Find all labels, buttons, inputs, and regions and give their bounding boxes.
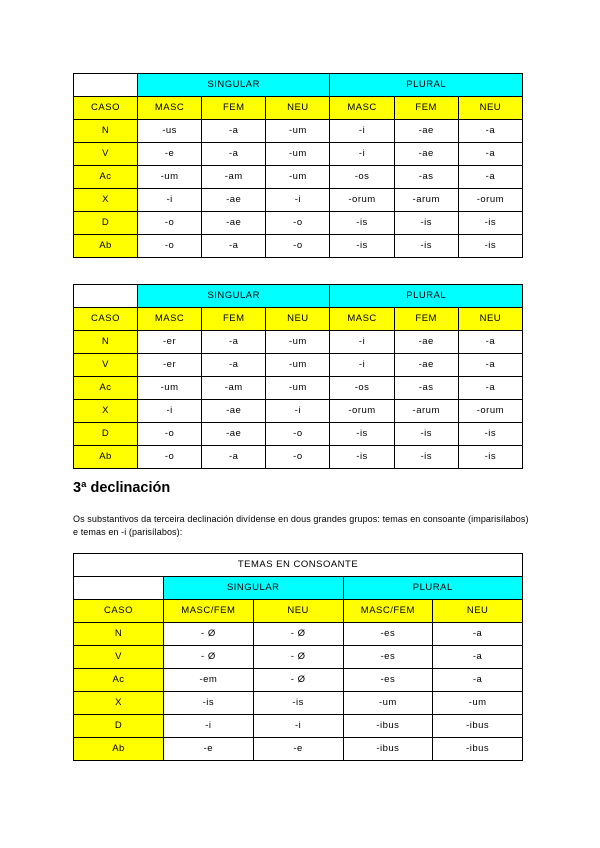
- blank-corner: [74, 577, 164, 600]
- ending-cell: -um: [266, 120, 330, 143]
- ending-cell: -is: [458, 212, 522, 235]
- table-row: [74, 715, 523, 738]
- ending-cell: -um: [266, 166, 330, 189]
- ending-cell: -ibus: [433, 715, 523, 738]
- ending-cell: -a: [433, 623, 523, 646]
- ending-cell: -am: [202, 166, 266, 189]
- table-row: [74, 120, 523, 143]
- ending-cell: -a: [202, 446, 266, 469]
- group-plural: PLURAL: [330, 285, 523, 308]
- case-label: X: [74, 400, 138, 423]
- ending-cell: -a: [458, 143, 522, 166]
- ending-cell: -um: [138, 166, 202, 189]
- column-header: NEU: [266, 97, 330, 120]
- column-header: NEU: [458, 97, 522, 120]
- ending-cell: -is: [394, 446, 458, 469]
- case-label: Ac: [74, 669, 164, 692]
- ending-cell: -os: [330, 166, 394, 189]
- ending-cell: -i: [164, 715, 254, 738]
- ending-cell: -um: [343, 692, 433, 715]
- ending-cell: -a: [458, 354, 522, 377]
- table-row: [74, 166, 523, 189]
- ending-cell: -o: [266, 423, 330, 446]
- ending-cell: -a: [458, 120, 522, 143]
- ending-cell: -a: [458, 377, 522, 400]
- column-header: MASC: [138, 308, 202, 331]
- case-label: Ab: [74, 738, 164, 761]
- ending-cell: -orum: [330, 189, 394, 212]
- ending-cell: -um: [433, 692, 523, 715]
- ending-cell: -is: [330, 212, 394, 235]
- ending-cell: -er: [138, 354, 202, 377]
- ending-cell: -o: [138, 235, 202, 258]
- ending-cell: -o: [138, 446, 202, 469]
- ending-cell: -um: [138, 377, 202, 400]
- case-label: N: [74, 623, 164, 646]
- column-header: FEM: [202, 97, 266, 120]
- ending-cell: -ibus: [433, 738, 523, 761]
- case-label: D: [74, 715, 164, 738]
- ending-cell: -os: [330, 377, 394, 400]
- consonant-stem-table: [73, 553, 523, 761]
- group-singular: SINGULAR: [138, 74, 330, 97]
- ending-cell: -a: [458, 331, 522, 354]
- ending-cell: -is: [253, 692, 343, 715]
- table-title: TEMAS EN CONSOANTE: [74, 554, 523, 577]
- case-label: D: [74, 423, 138, 446]
- table-row: [74, 669, 523, 692]
- ending-cell: -is: [330, 446, 394, 469]
- column-header: FEM: [394, 308, 458, 331]
- case-label: Ab: [74, 446, 138, 469]
- ending-cell: -o: [266, 212, 330, 235]
- ending-cell: -i: [330, 143, 394, 166]
- blank-corner: [74, 74, 138, 97]
- ending-cell: -es: [343, 669, 433, 692]
- ending-cell: - Ø: [253, 669, 343, 692]
- table-row: [74, 692, 523, 715]
- table-row: [74, 446, 523, 469]
- table-row: [74, 377, 523, 400]
- ending-cell: -um: [266, 143, 330, 166]
- ending-cell: -is: [394, 235, 458, 258]
- case-label: X: [74, 692, 164, 715]
- group-plural: PLURAL: [343, 577, 523, 600]
- ending-cell: -is: [164, 692, 254, 715]
- ending-cell: -ibus: [343, 738, 433, 761]
- ending-cell: -ae: [394, 354, 458, 377]
- column-header: MASC: [330, 308, 394, 331]
- ending-cell: -um: [266, 377, 330, 400]
- table-row: [74, 646, 523, 669]
- ending-cell: - Ø: [164, 646, 254, 669]
- ending-cell: -i: [138, 400, 202, 423]
- table-row: [74, 423, 523, 446]
- case-label: X: [74, 189, 138, 212]
- ending-cell: -i: [266, 400, 330, 423]
- column-header: NEU: [253, 600, 343, 623]
- ending-cell: -um: [266, 331, 330, 354]
- group-plural: PLURAL: [330, 74, 523, 97]
- ending-cell: -as: [394, 377, 458, 400]
- ending-cell: -as: [394, 166, 458, 189]
- ending-cell: -ae: [394, 120, 458, 143]
- ending-cell: -a: [433, 646, 523, 669]
- ending-cell: -is: [394, 212, 458, 235]
- ending-cell: -e: [164, 738, 254, 761]
- ending-cell: -es: [343, 623, 433, 646]
- table-row: [74, 738, 523, 761]
- ending-cell: -ae: [394, 331, 458, 354]
- section-heading: 3ª declinación: [73, 480, 171, 496]
- table-row: [74, 623, 523, 646]
- group-singular: SINGULAR: [138, 285, 330, 308]
- column-header: CASO: [74, 600, 164, 623]
- ending-cell: - Ø: [253, 623, 343, 646]
- ending-cell: -ae: [202, 212, 266, 235]
- table-row: [74, 331, 523, 354]
- ending-cell: -i: [330, 354, 394, 377]
- ending-cell: -arum: [394, 189, 458, 212]
- ending-cell: - Ø: [164, 623, 254, 646]
- table-row: [74, 354, 523, 377]
- case-label: N: [74, 120, 138, 143]
- ending-cell: -a: [202, 331, 266, 354]
- case-label: V: [74, 143, 138, 166]
- ending-cell: -o: [138, 212, 202, 235]
- column-header: FEM: [202, 308, 266, 331]
- ending-cell: - Ø: [253, 646, 343, 669]
- table-row: [74, 212, 523, 235]
- ending-cell: -a: [458, 166, 522, 189]
- column-header: CASO: [74, 97, 138, 120]
- ending-cell: -ae: [202, 189, 266, 212]
- ending-cell: -um: [266, 354, 330, 377]
- group-singular: SINGULAR: [164, 577, 344, 600]
- case-label: D: [74, 212, 138, 235]
- ending-cell: -is: [458, 446, 522, 469]
- ending-cell: -orum: [458, 189, 522, 212]
- ending-cell: -a: [202, 235, 266, 258]
- table-row: [74, 235, 523, 258]
- ending-cell: -is: [330, 423, 394, 446]
- column-header: NEU: [458, 308, 522, 331]
- column-header: MASC/FEM: [343, 600, 433, 623]
- ending-cell: -is: [330, 235, 394, 258]
- ending-cell: -ibus: [343, 715, 433, 738]
- ending-cell: -o: [266, 235, 330, 258]
- section-paragraph: Os substantivos da terceira declinación divídense en dous grandes grupos: temas en consoante (imparisílabos) e temas en -i (parisílabos):: [73, 514, 529, 537]
- ending-cell: -e: [253, 738, 343, 761]
- ending-cell: -ae: [202, 400, 266, 423]
- ending-cell: -i: [253, 715, 343, 738]
- ending-cell: -o: [138, 423, 202, 446]
- ending-cell: -arum: [394, 400, 458, 423]
- column-header: NEU: [266, 308, 330, 331]
- ending-cell: -is: [458, 423, 522, 446]
- ending-cell: -is: [458, 235, 522, 258]
- declension-table-2: [73, 284, 523, 469]
- ending-cell: -ae: [202, 423, 266, 446]
- declension-table-1: [73, 73, 523, 258]
- ending-cell: -o: [266, 446, 330, 469]
- ending-cell: -orum: [330, 400, 394, 423]
- column-header: MASC/FEM: [164, 600, 254, 623]
- ending-cell: -i: [330, 120, 394, 143]
- ending-cell: -i: [138, 189, 202, 212]
- column-header: MASC: [138, 97, 202, 120]
- ending-cell: -a: [202, 354, 266, 377]
- ending-cell: -us: [138, 120, 202, 143]
- table-row: [74, 189, 523, 212]
- table-row: [74, 143, 523, 166]
- ending-cell: -em: [164, 669, 254, 692]
- ending-cell: -a: [202, 120, 266, 143]
- ending-cell: -a: [433, 669, 523, 692]
- ending-cell: -e: [138, 143, 202, 166]
- case-label: Ab: [74, 235, 138, 258]
- case-label: V: [74, 354, 138, 377]
- ending-cell: -am: [202, 377, 266, 400]
- ending-cell: -a: [202, 143, 266, 166]
- column-header: MASC: [330, 97, 394, 120]
- column-header: CASO: [74, 308, 138, 331]
- ending-cell: -orum: [458, 400, 522, 423]
- case-label: Ac: [74, 377, 138, 400]
- ending-cell: -es: [343, 646, 433, 669]
- case-label: Ac: [74, 166, 138, 189]
- case-label: V: [74, 646, 164, 669]
- column-header: NEU: [433, 600, 523, 623]
- blank-corner: [74, 285, 138, 308]
- table-row: [74, 400, 523, 423]
- ending-cell: -ae: [394, 143, 458, 166]
- ending-cell: -i: [266, 189, 330, 212]
- ending-cell: -is: [394, 423, 458, 446]
- case-label: N: [74, 331, 138, 354]
- column-header: FEM: [394, 97, 458, 120]
- ending-cell: -er: [138, 331, 202, 354]
- ending-cell: -i: [330, 331, 394, 354]
